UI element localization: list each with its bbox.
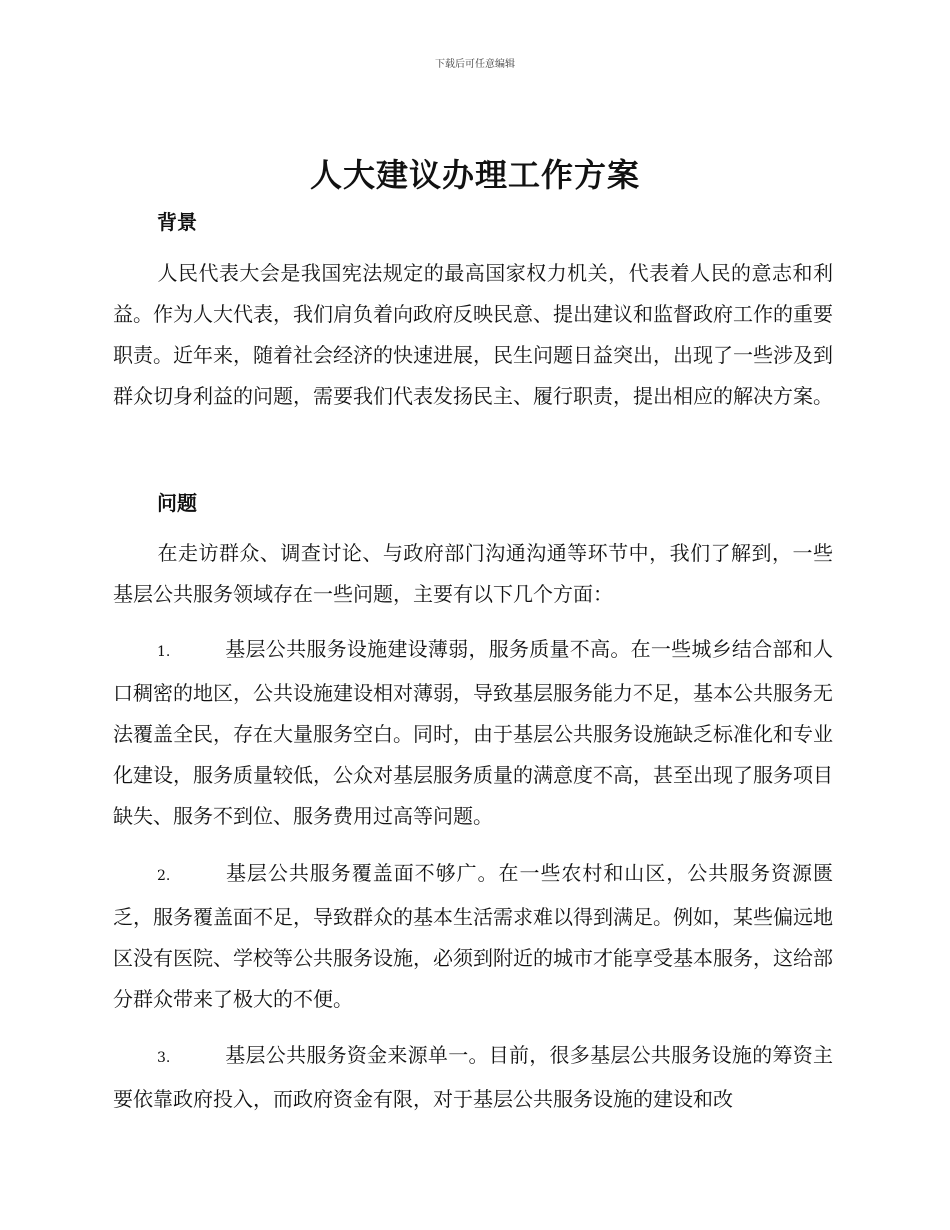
problems-intro-text: 在走访群众、调查讨论、与政府部门沟通沟通等环节中，我们了解到，一些基层公共服务领域存在一些问题，主要有以下几个方面： [113, 541, 833, 606]
list-item-number: 2. [157, 868, 171, 884]
list-item-text: 基层公共服务覆盖面不够广。在一些农村和山区，公共服务资源匮乏，服务覆盖面不足，导致群众的基本生活需求难以得到满足。例如，某些偏远地区没有医院、学校等公共服务设施，必须到附近的城市才能享受基本服务，这给部分群众带来了极大的不便。 [113, 861, 833, 1011]
section-heading-background: 背景 [157, 210, 197, 234]
problems-intro-paragraph [113, 533, 833, 615]
section-heading-problems: 问题 [157, 491, 197, 515]
list-item-number: 3. [157, 1050, 171, 1066]
list-item-3 [113, 1035, 833, 1120]
list-item-text: 基层公共服务设施建设薄弱，服务质量不高。在一些城乡结合部和人口稠密的地区，公共设施建设相对薄弱，导致基层服务能力不足，基本公共服务无法覆盖全民，存在大量服务空白。同时，由于基层公共服务设施缺乏标准化和专业化建设，服务质量较低，公众对基层服务质量的满意度不高，甚至出现了服务项目缺失、服务不到位、服务费用过高等问题。 [113, 637, 833, 828]
background-paragraph [113, 253, 833, 417]
page-header-note: 下载后可任意编辑 [435, 59, 515, 70]
document-title: 人大建议办理工作方案 [309, 156, 640, 194]
background-paragraph-text: 人民代表大会是我国宪法规定的最高国家权力机关，代表着人民的意志和利益。作为人大代表，我们肩负着向政府反映民意、提出建议和监督政府工作的重要职责。近年来，随着社会经济的快速进展，民生问题日益突出，出现了一些涉及到群众切身利益的问题，需要我们代表发扬民主、履行职责，提出相应的解决方案。 [113, 261, 833, 408]
list-item-number: 1. [157, 644, 171, 660]
list-item-2 [113, 853, 833, 1020]
list-item-text: 基层公共服务资金来源单一。目前，很多基层公共服务设施的筹资主要依靠政府投入，而政府资金有限，对于基层公共服务设施的建设和改 [113, 1043, 833, 1111]
list-item-1 [113, 629, 833, 837]
